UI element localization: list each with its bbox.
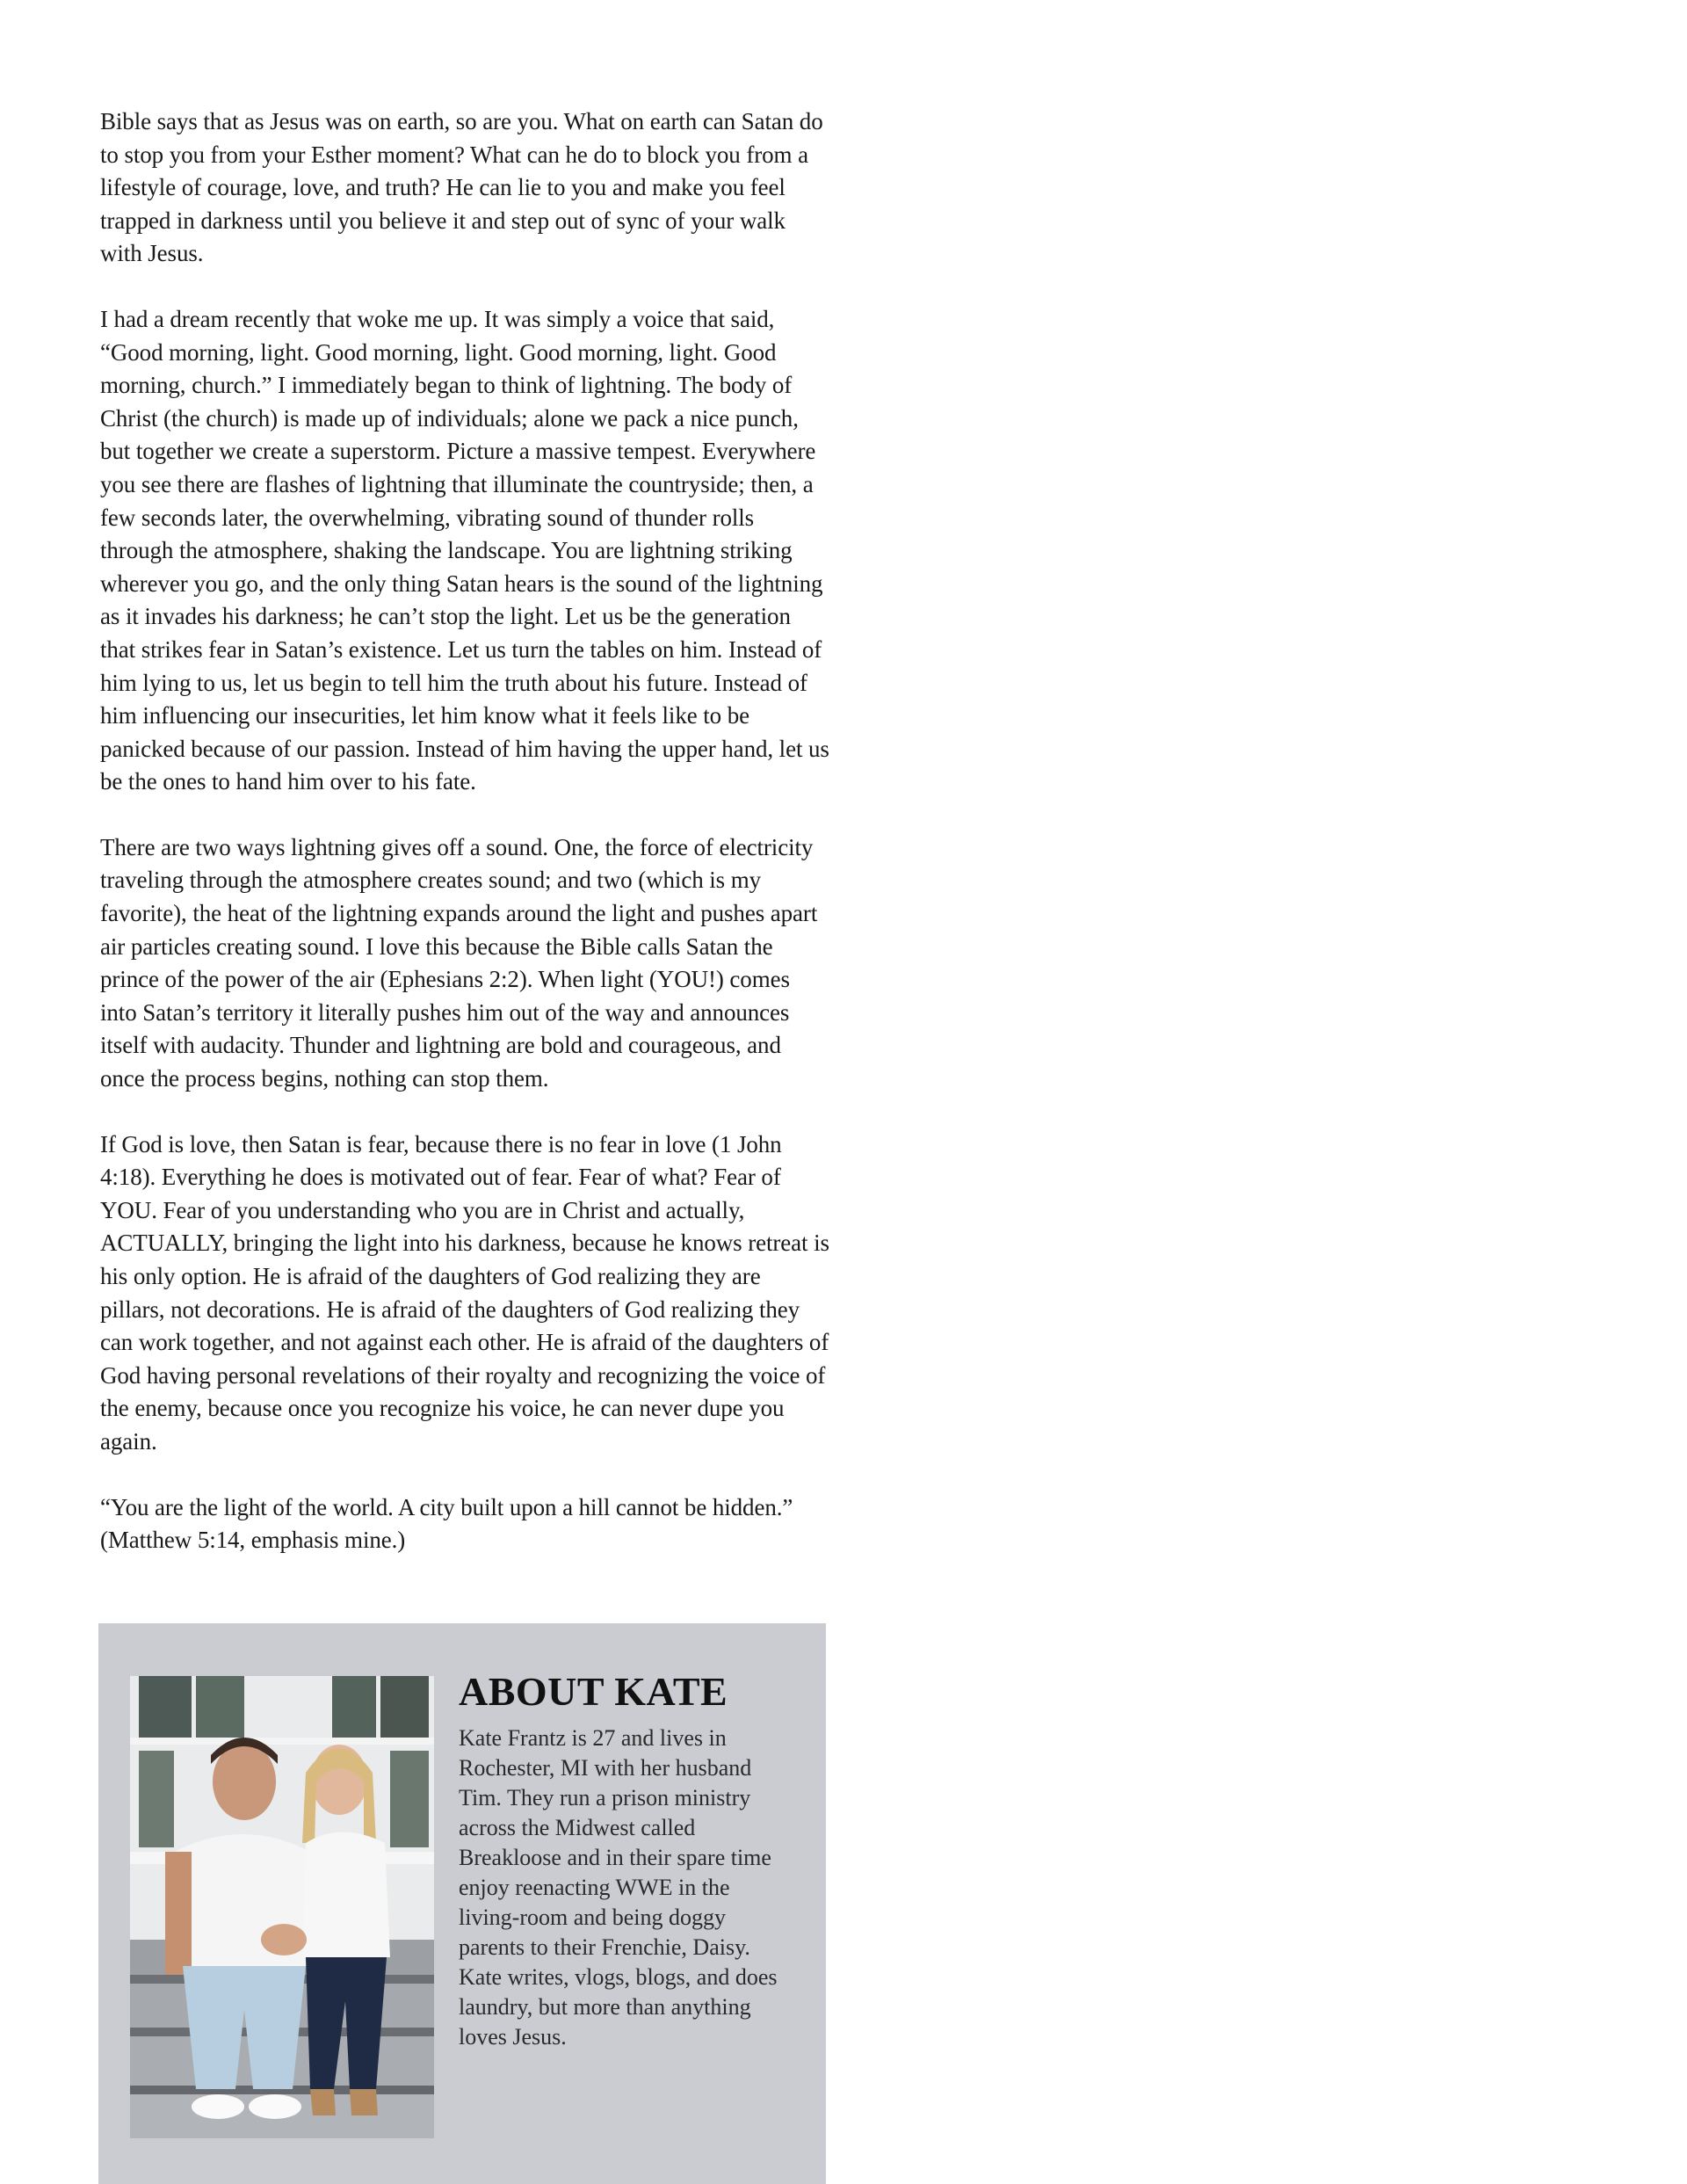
about-author-box	[98, 1623, 826, 2184]
author-photo	[130, 1676, 434, 2138]
about-text-column	[459, 1669, 810, 2052]
article-paragraph-1: Bible says that as Jesus was on earth, so are you. What on earth can Satan do to stop you from your Esther moment? What can he do to block you from a lifestyle of courage, love, and truth? He can lie to you and make you feel trapped in darkness until you believe it and step out of sync of your walk with Jesus.	[100, 108, 823, 267]
about-bio: Kate Frantz is 27 and lives in Rochester, MI with her husband Tim. They run a prison ministry across the Midwest called Breakloose and in their spare time enjoy reenacting WWE in the living-room and being doggy parents to their Frenchie, Daisy. Kate writes, vlogs, blogs, and does laundry, but more than anything loves Jesus.	[459, 1725, 778, 2050]
article-quote: “You are the light of the world. A city built upon a hill cannot be hidden.” (Matthew 5:14, emphasis mine.)	[100, 1493, 793, 1554]
about-heading: ABOUT KATE	[459, 1669, 728, 1714]
article-paragraph-2: I had a dream recently that woke me up. It was simply a voice that said, “Good morning, light. Good morning, light. Good morning, light. Good morning, church.” I immediately began to think of lightning. The body of Christ (the church) is made up of individuals; alone we pack a nice punch, but together we create a superstorm. Picture a massive tempest. Everywhere you see there are flashes of lightning that illuminate the countryside; then, a few seconds later, the overwhelming, vibrating sound of thunder rolls through the atmosphere, shaking the landscape. You are lightning striking wherever you go, and the only thing Satan hears is the sound of the lightning as it invades his darkness; he can’t stop the light. Let us be the generation that strikes fear in Satan’s existence. Let us turn the tables on him. Instead of him lying to us, let us begin to tell him the truth about his future. Instead of him influencing our insecurities, let him know what it feels like to be panicked because of our passion. Instead of him having the upper hand, let us be the ones to hand him over to his fate.	[100, 305, 829, 795]
article-paragraph-3: There are two ways lightning gives off a sound. One, the force of electricity traveling through the atmosphere creates sound; and two (which is my favorite), the heat of the lightning expands around the light and pushes apart air particles creating sound. I love this because the Bible calls Satan the prince of the power of the air (Ephesians 2:2). When light (YOU!) comes into Satan’s territory it literally pushes him out of the way and announces itself with audacity. Thunder and lightning are bold and courageous, and once the process begins, nothing can stop them.	[100, 833, 818, 1092]
article-body	[100, 105, 829, 1590]
article-paragraph-4: If God is love, then Satan is fear, because there is no fear in love (1 John 4:18). Everything he does is motivated out of fear. Fear of what? Fear of YOU. Fear of you understanding who you are in Christ and actually, ACTUALLY, bringing the light into his darkness, because he knows retreat is his only option. He is afraid of the daughters of God realizing they are pillars, not decorations. He is afraid of the daughters of God realizing they can work together, and not against each other. He is afraid of the daughters of God having personal revelations of their royalty and recognizing the voice of the enemy, because once you recognize his voice, he can never dupe you again.	[100, 1130, 829, 1455]
